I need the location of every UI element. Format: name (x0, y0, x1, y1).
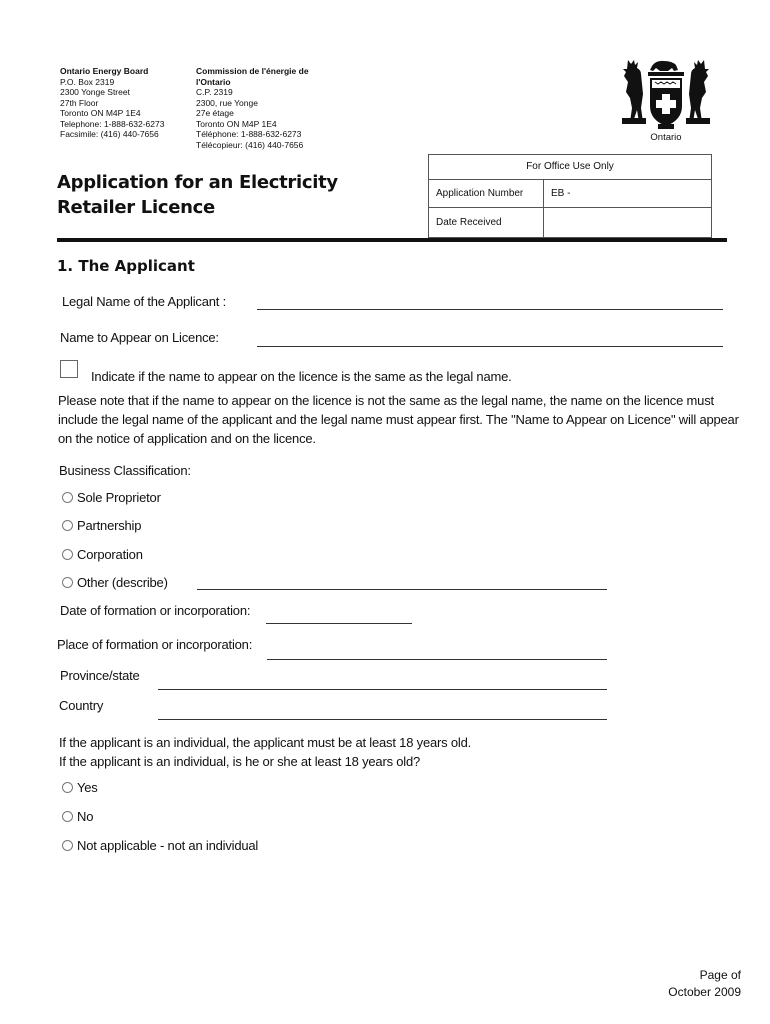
office-use-header: For Office Use Only (429, 155, 711, 180)
section-heading: 1. The Applicant (57, 257, 195, 275)
option-label: Other (describe) (77, 575, 168, 590)
age-option[interactable] (62, 809, 93, 824)
option-label: Not applicable - not an individual (77, 838, 259, 853)
licence-name-field[interactable] (257, 346, 723, 347)
radio-button-icon[interactable] (62, 520, 73, 531)
legal-name-field[interactable] (257, 309, 723, 310)
country-field[interactable] (158, 719, 607, 720)
french-address-line: C.P. 2319 (196, 87, 233, 97)
page-title: Application for an Electricity Retailer Licence (57, 172, 338, 218)
age-note: If the applicant is an individual, the applicant must be at least 18 years old. (59, 735, 472, 750)
same-name-checkbox[interactable] (60, 360, 78, 378)
province-label: Province/state (60, 668, 140, 683)
option-label: Sole Proprietor (77, 490, 161, 505)
province-field[interactable] (158, 689, 607, 690)
radio-button-icon[interactable] (62, 549, 73, 560)
french-address-line: Toronto ON M4P 1E4 (196, 118, 277, 129)
radio-button-icon[interactable] (62, 492, 73, 503)
application-number-value[interactable]: EB - (551, 188, 571, 199)
english-address-line: P.O. Box 2319 (60, 76, 115, 87)
date-received-row (429, 208, 711, 237)
classification-option[interactable] (62, 518, 141, 533)
formation-place-label: Place of formation or incorporation: (57, 637, 253, 652)
formation-date-field[interactable] (266, 623, 412, 624)
english-address-line: 2300 Yonge Street (60, 87, 130, 97)
application-number-label: Application Number (429, 180, 544, 207)
logo-caption: Ontario (650, 132, 682, 143)
option-label: Corporation (77, 547, 143, 562)
formation-place-field[interactable] (267, 659, 607, 660)
english-org-name: Ontario Energy Board (60, 66, 149, 76)
classification-option[interactable] (62, 575, 168, 590)
other-describe-field[interactable] (197, 589, 607, 590)
age-option[interactable] (62, 838, 258, 853)
age-option[interactable] (62, 780, 98, 795)
radio-button-icon[interactable] (62, 840, 73, 851)
radio-button-icon[interactable] (62, 577, 73, 588)
classification-option[interactable] (62, 490, 161, 505)
date-received-label: Date Received (429, 208, 544, 237)
radio-button-icon[interactable] (62, 782, 73, 793)
office-use-table (428, 154, 712, 238)
same-name-checkbox-label: Indicate if the name to appear on the licence is the same as the legal name. (91, 369, 512, 384)
business-classification-label: Business Classification: (59, 463, 191, 478)
formation-date-label: Date of formation or incorporation: (60, 603, 251, 618)
english-address (60, 66, 180, 140)
licence-name-label: Name to Appear on Licence: (60, 330, 219, 345)
english-address-line: Facsimile: (416) 440-7656 (60, 129, 159, 139)
french-address-line: 2300, rue Yonge (196, 97, 258, 108)
page-number: Page of (699, 968, 741, 982)
french-address-line: 27e étage (196, 108, 234, 118)
option-label: Partnership (77, 518, 142, 533)
option-label: No (77, 809, 94, 824)
french-address-line: Téléphone: 1-888-632-6273 (196, 129, 302, 139)
english-address-line: Telephone: 1-888-632-6273 (60, 118, 165, 129)
english-address-line: 27th Floor (60, 97, 99, 108)
legal-name-label: Legal Name of the Applicant : (62, 294, 227, 309)
classification-option[interactable] (62, 547, 143, 562)
name-note-paragraph: Please note that if the name to appear on the licence is not the same as the legal name, the name on the licence must include the legal name of the applicant and the legal name must appear first. The "Name to Appear on Licence" will appear on the notice of application and on the licence. (58, 393, 739, 446)
radio-button-icon[interactable] (62, 811, 73, 822)
option-label: Yes (77, 780, 98, 795)
title-divider (57, 238, 727, 242)
application-number-row (429, 180, 711, 208)
english-address-line: Toronto ON M4P 1E4 (60, 108, 141, 118)
coat-of-arms-icon (618, 56, 714, 134)
ontario-coat-of-arms-logo (618, 56, 714, 146)
french-address-line: Télécopieur: (416) 440-7656 (196, 139, 304, 150)
french-org-name: Commission de l'énergie de l'Ontario (196, 66, 309, 87)
page-footer (668, 967, 741, 1001)
footer-date: October 2009 (668, 985, 741, 999)
country-label: Country (59, 698, 104, 713)
french-address (196, 66, 326, 150)
age-question: If the applicant is an individual, is he or she at least 18 years old? (59, 754, 421, 769)
